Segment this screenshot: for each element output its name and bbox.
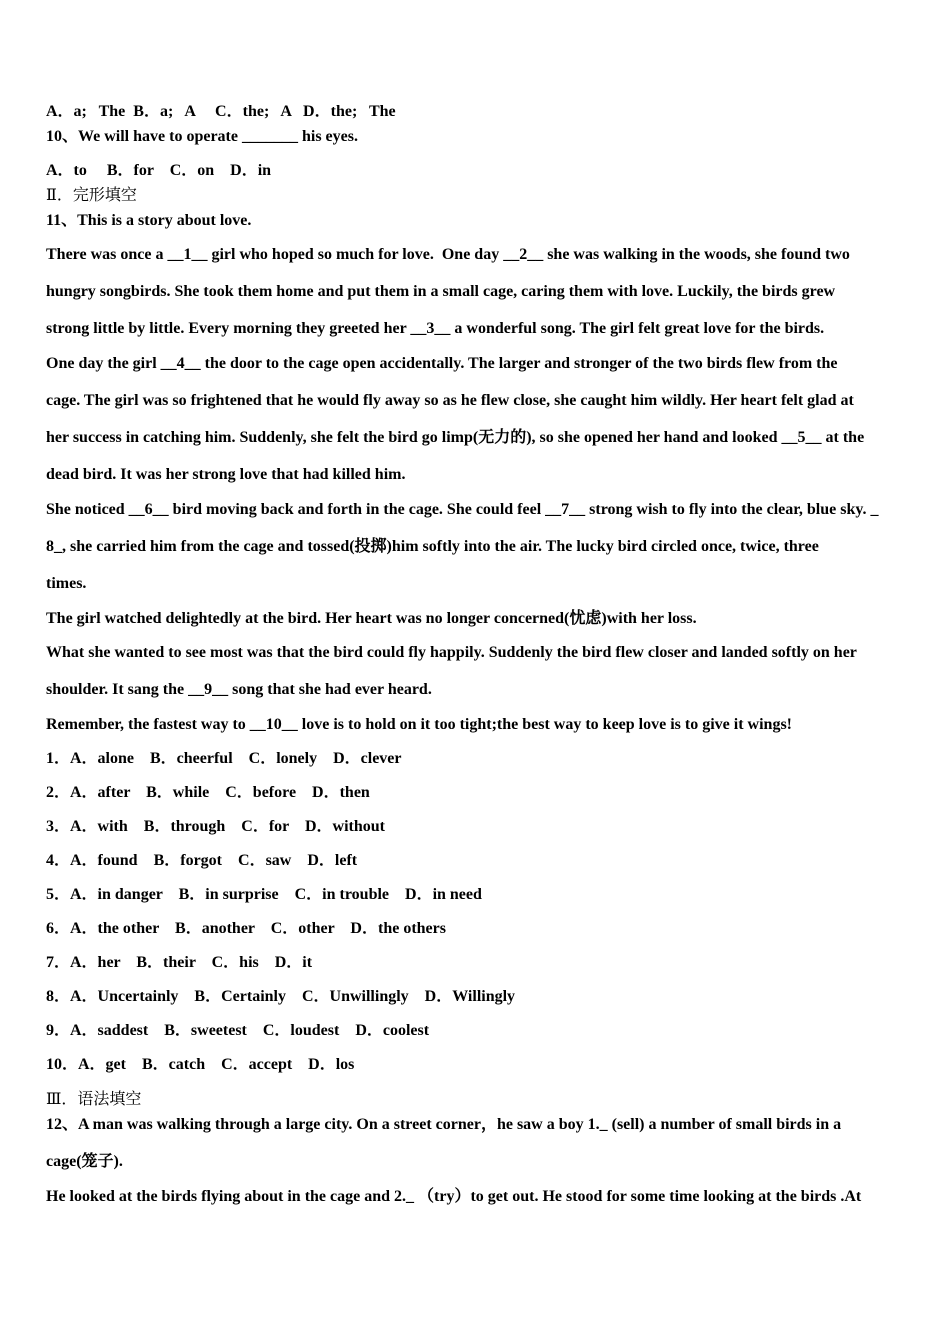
option-line: 8．A．Uncertainly B．Certainly C．Unwillingly D．Willingly (46, 988, 516, 1005)
passage-line: her success in catching him. Suddenly, she felt the bird go limp(无力的), so she opened her hand and looked __5__ at the (46, 429, 865, 446)
option-line: 9．A．saddest B．sweetest C．loudest D．coolest (46, 1022, 430, 1039)
q12-line: He looked at the birds flying about in the cage and 2._ （try）to get out. He stood for some time looking at the birds .At (46, 1188, 862, 1205)
passage-line: shoulder. It sang the __9__ song that she had ever heard. (46, 681, 432, 698)
passage-line: What she wanted to see most was that the bird could fly happily. Suddenly the bird flew closer and landed softly on her (46, 644, 857, 661)
passage-line: One day the girl __4__ the door to the cage open accidentally. The larger and stronger of the two birds flew from the (46, 355, 838, 372)
option-line: 1．A．alone B．cheerful C．lonely D．clever (46, 750, 402, 767)
q10-options: A．to B．for C．on D．in (46, 162, 272, 179)
q12-line: cage(笼子). (46, 1153, 123, 1170)
option-line: 5．A．in danger B．in surprise C．in trouble D．in need (46, 886, 482, 903)
q10-stem: 10、We will have to operate _______ his eyes. (46, 128, 358, 145)
option-line: 2．A．after B．while C．before D．then (46, 784, 370, 801)
q11-stem: 11、This is a story about love. (46, 212, 252, 229)
passage-line: cage. The girl was so frightened that he would fly away so as he flew close, she caught him wildly. Her heart felt glad at (46, 392, 854, 409)
passage-line: times. (46, 575, 87, 592)
passage-line: 8_, she carried him from the cage and tossed(投掷)him softly into the air. The lucky bird circled once, twice, three (46, 538, 819, 555)
passage-line: Remember, the fastest way to __10__ love is to hold on it too tight;the best way to keep love is to give it wings! (46, 716, 792, 733)
passage-line: The girl watched delightedly at the bird. Her heart was no longer concerned(忧虑)with her loss. (46, 610, 697, 627)
option-line: 7．A．her B．their C．his D．it (46, 954, 313, 971)
passage-line: There was once a __1__ girl who hoped so much for love. One day __2__ she was walking in the woods, she found two (46, 246, 850, 263)
option-line: 4．A．found B．forgot C．saw D．left (46, 852, 358, 869)
option-line: 10．A．get B．catch C．accept D．los (46, 1056, 355, 1073)
section-3-title: Ⅲ．语法填空 (46, 1091, 142, 1108)
passage-line: hungry songbirds. She took them home and put them in a small cage, caring them with love. Luckily, the birds grew (46, 283, 836, 300)
q12-line: 12、A man was walking through a large city. On a street corner，he saw a boy 1._ (sell) a number of small birds in a (46, 1116, 842, 1133)
passage-line: She noticed __6__ bird moving back and forth in the cage. She could feel __7__ strong wish to fly into the clear, blue sky. _ (46, 501, 879, 518)
passage-line: dead bird. It was her strong love that had killed him. (46, 466, 406, 483)
option-line: 3．A．with B．through C．for D．without (46, 818, 385, 835)
q9-options: A．a; The B．a; A C．the; A D．the; The (46, 103, 396, 120)
section-2-title: Ⅱ．完形填空 (46, 187, 137, 204)
option-line: 6．A．the other B．another C．other D．the others (46, 920, 446, 937)
passage-line: strong little by little. Every morning they greeted her __3__ a wonderful song. The girl felt great love for the birds. (46, 320, 825, 337)
